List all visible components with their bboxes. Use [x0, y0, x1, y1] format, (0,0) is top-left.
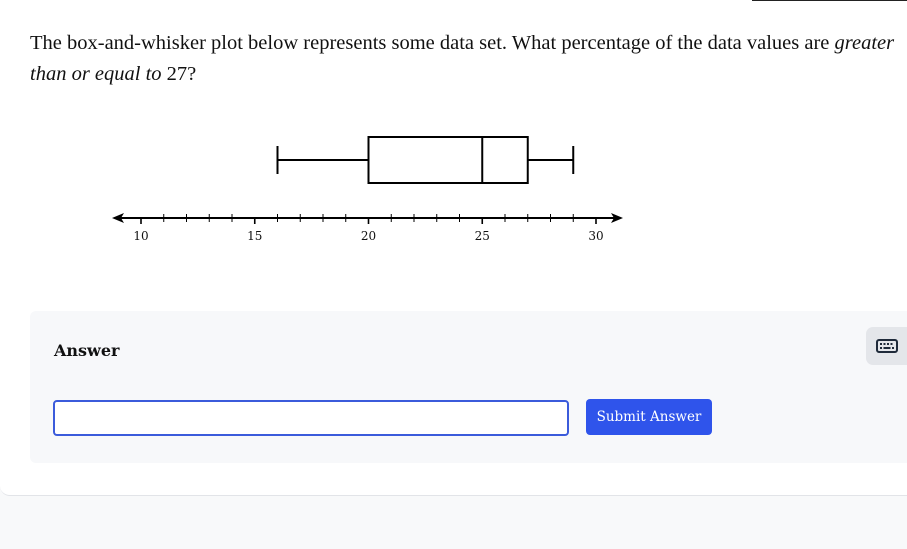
tick-label: 20: [360, 229, 377, 243]
keyboard-icon: [866, 327, 907, 365]
answer-input[interactable]: [53, 400, 569, 436]
answer-panel: [30, 311, 907, 463]
submit-answer-button[interactable]: Submit Answer: [586, 399, 712, 435]
tick-label: 25: [474, 229, 490, 243]
question-emphasis: greater than or equal to: [30, 32, 895, 85]
tick-label: 30: [588, 229, 604, 243]
tick-label: 10: [133, 229, 149, 243]
question-part1: The box-and-whisker plot below represents some data set. What percentage of the data values are: [30, 32, 835, 54]
question-part2: 27?: [161, 63, 197, 85]
keyboard-button[interactable]: [866, 327, 907, 365]
box-iqr: [369, 137, 528, 183]
tick-label: 15: [247, 229, 263, 243]
answer-label: Answer: [54, 341, 120, 360]
